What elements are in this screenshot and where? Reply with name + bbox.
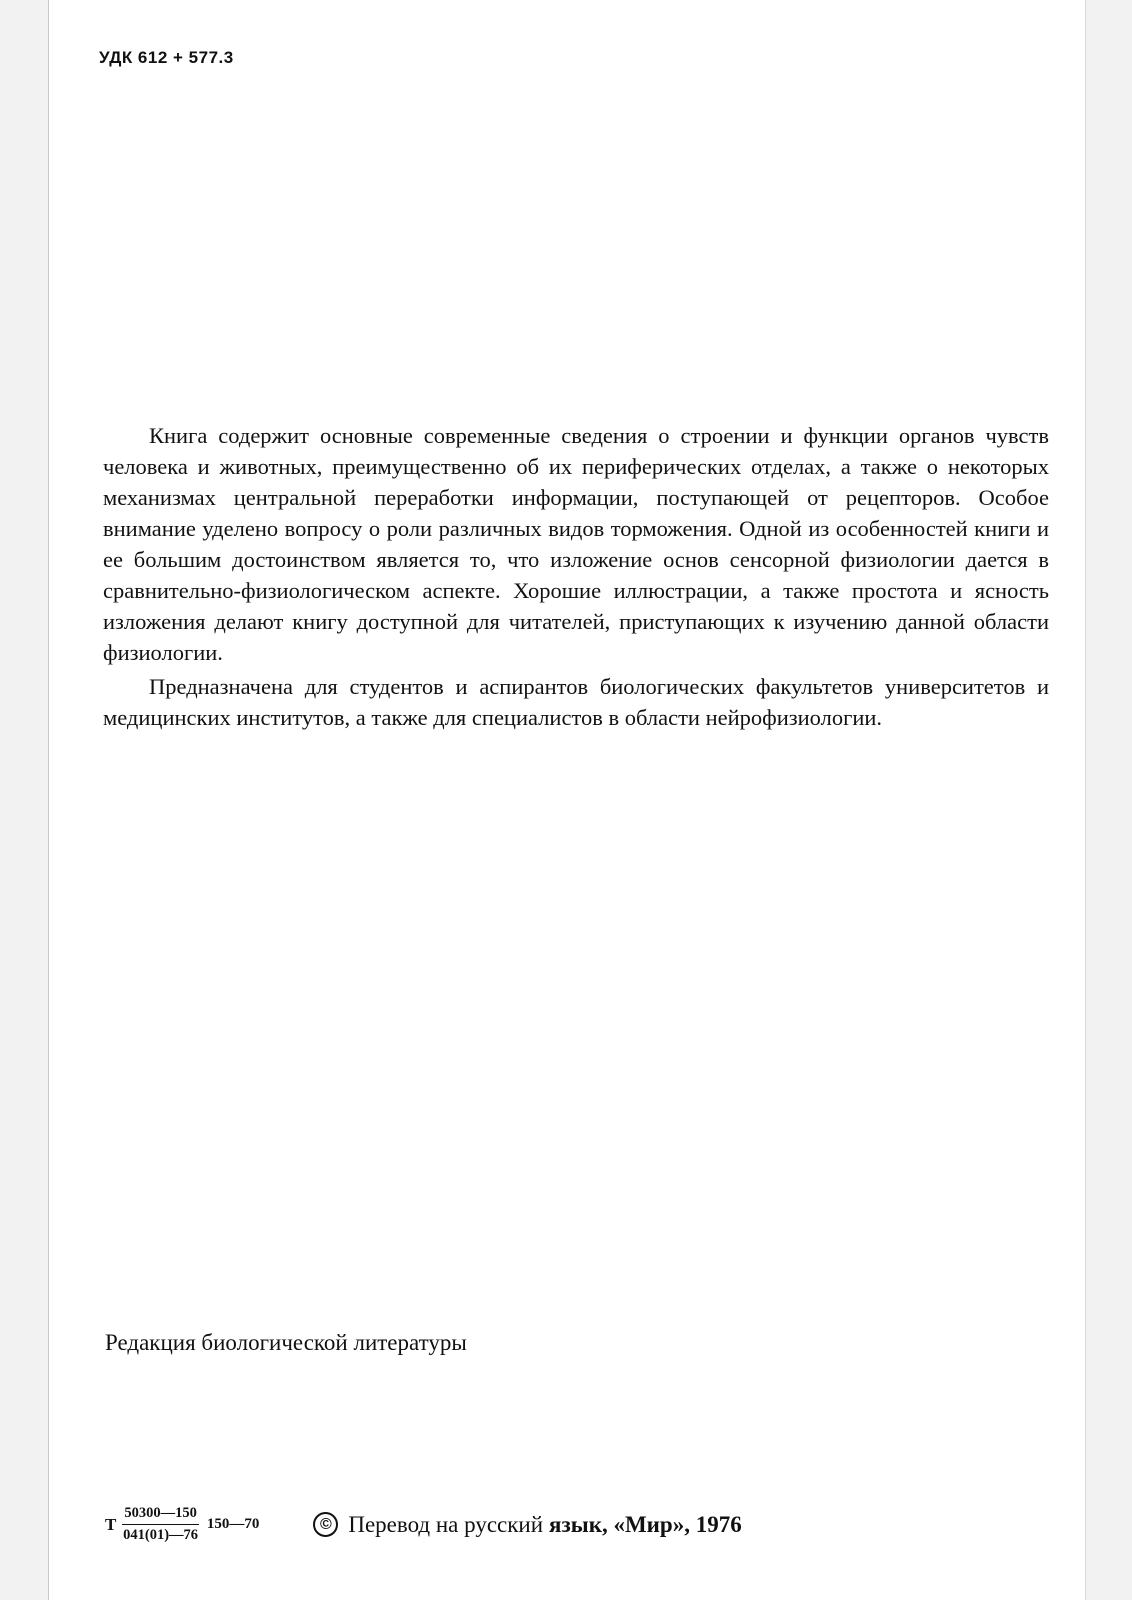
index-tail: 150—70 [206, 1516, 260, 1532]
copyright-icon: © [313, 1512, 338, 1537]
copyright-publisher: язык, «Мир», 1976 [549, 1511, 742, 1537]
editorial-office: Редакция биологической литературы [105, 1330, 467, 1355]
book-annotation [103, 420, 1049, 733]
publication-index-fraction [122, 1505, 199, 1544]
publication-index-letter: Т [105, 1514, 117, 1534]
index-denominator: 041(01)—76 [123, 1527, 199, 1543]
copyright-text: Перевод на русский [348, 1511, 544, 1537]
udc-code: УДК 612 + 577.3 [99, 48, 234, 67]
index-numerator: 50300—150 [122, 1505, 199, 1525]
annotation-paragraph-1: Книга содержит основные современные сведения о строении и функции органов чувств человека и животных, преимущественно об их периферических отделах, а также о некоторых механизмах центральной переработки информации, поступающей от рецепторов. Особое внимание уделено вопросу о роли различных видов торможения. Одной из особенностей книги и ее большим достоинством является то, что изложение основ сенсорной физиологии дается в сравнительно-физиологическом аспекте. Хорошие иллюстрации, а также простота и ясность изложения делают книгу доступной для читателей, приступающих к изучению данной области физиологии. [103, 423, 1049, 665]
book-page [48, 0, 1086, 1600]
copyright-line [313, 1512, 741, 1538]
imprint-footer [105, 1505, 742, 1544]
annotation-paragraph-2: Предназначена для студентов и аспирантов биологических факультетов университетов и медицинских институтов, а также для специалистов в области нейрофизиологии. [103, 674, 1049, 730]
